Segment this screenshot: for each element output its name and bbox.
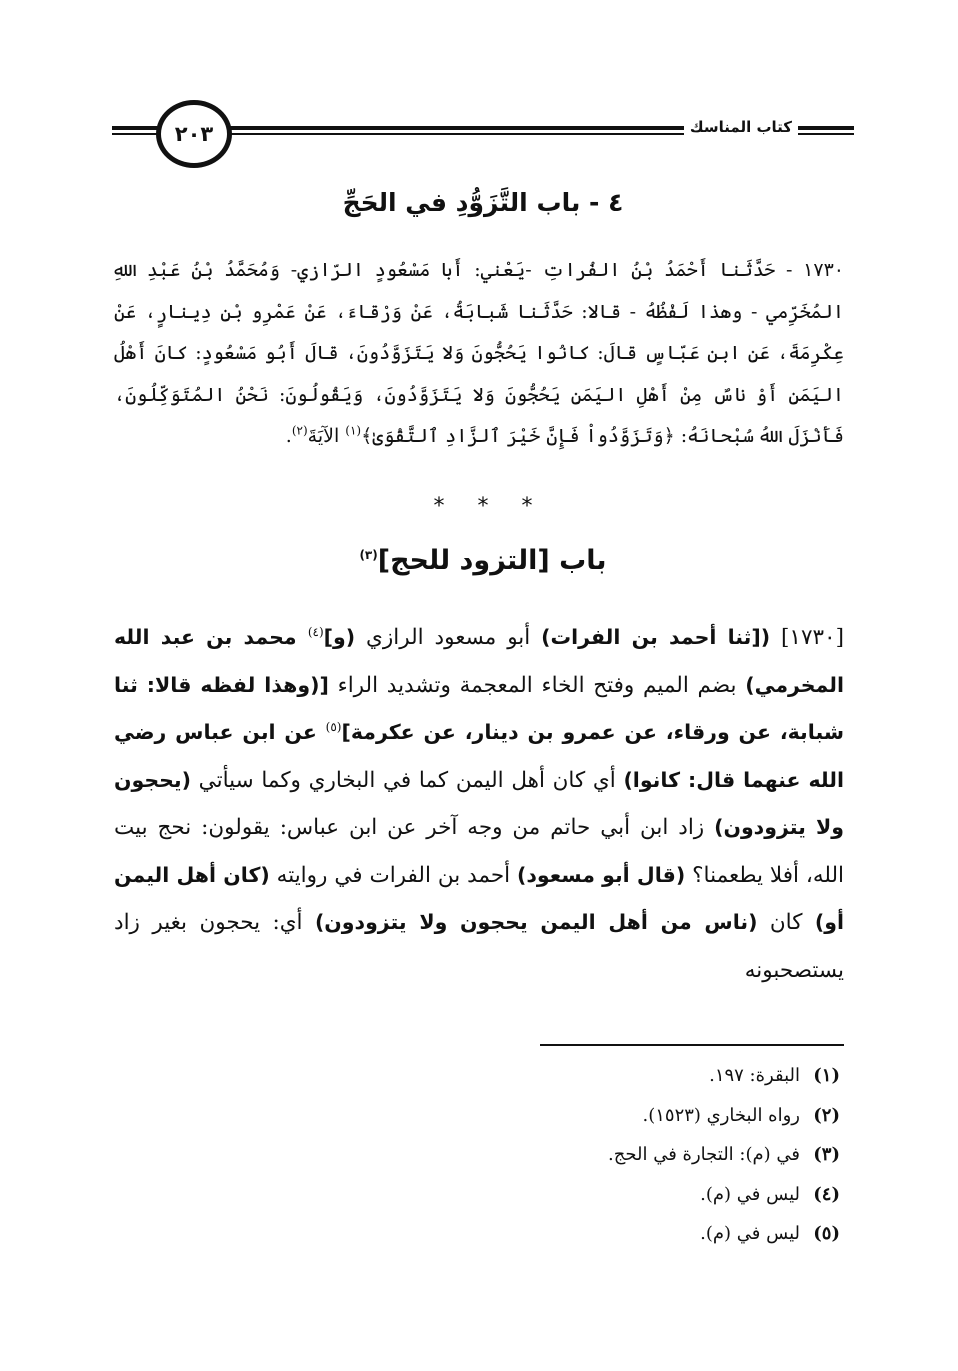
- page-header: [112, 100, 854, 164]
- footnote-number: (٢): [813, 1104, 840, 1126]
- commentary-quote-4: [(وهذا لفظه قالا: ثنا شبابة، عن ورقاء، عن عمرو بن دينار، عن عكرمة]: [114, 672, 844, 744]
- footnote-divider: [540, 1044, 844, 1046]
- footnote-text: في (م): التجارة في الحج.: [608, 1144, 800, 1165]
- footnote-item: [400, 1135, 840, 1175]
- footnote-text: رواه البخاري (١٥٢٣).: [642, 1104, 800, 1126]
- footnote-text: البقرة: ١٩٧.: [709, 1065, 800, 1086]
- commentary-plain-7: أي: يحجون بغير زاد يستصحبونه: [114, 910, 844, 983]
- footnote-ref-2: (٢): [291, 423, 308, 438]
- hadith-text-end: .: [285, 425, 292, 447]
- running-title: كتاب المناسك: [684, 118, 798, 136]
- chapter-heading: ٤ - باب التَّزَوُّدِ في الحَجِّ: [342, 188, 624, 217]
- footnote-number: (٤): [813, 1183, 840, 1205]
- hadith-text-main: ١٧٣٠ - حَدَّثَنا أَحْمَدُ بْنُ الفُراتِ -يَعْني: أَبا مَسْعُودٍ الرّازي- وَمُحَمَّدُ بْنُ عَبْدِ اللهِ المُخَرِّمي - وهذا لَفْظُهُ - قالا: حَدَّثَنا شَبابَةُ، عَنْ وَرْقاءَ، عَنْ عَمْرِو بْنِ دِينارٍ، عَنْ عِكْرِمَةَ، عَنِ ابن عَبّاسٍ قالَ: كانُوا يَحُجُّونَ وَلا يَتَزَوَّدُونَ، قالَ أَبُو مَسْعُودٍ: كانَ أَهْلُ اليَمَنِ أَوْ ناسٌ مِنْ أَهْلِ اليَمَنِ يَحُجُّونَ وَلا يَتَزَوَّدُونَ، وَيَقُولُونَ: نَحْنُ المُتَوَكِّلُونَ، فَأَنْزَلَ اللهُ سُبْحانَهُ:: [114, 259, 844, 447]
- footnote-text: ليس في (م).: [700, 1223, 800, 1244]
- section-separator: * * *: [433, 494, 533, 519]
- footnote-item: [400, 1056, 840, 1096]
- commentary-number: [١٧٣٠]: [770, 625, 844, 650]
- footnote-number: (٣): [813, 1144, 840, 1165]
- footnote-ref-4: (٤): [307, 624, 324, 639]
- commentary-plain-1: أبو مسعود الرازي: [355, 625, 542, 650]
- footnotes: [400, 1056, 840, 1254]
- commentary-quote-3: محمد بن عبد الله المخرمي): [114, 625, 844, 697]
- commentary-text: [114, 614, 844, 994]
- hadith-text-ayah: الآيَةَ: [307, 425, 346, 447]
- footnote-item: [400, 1214, 840, 1254]
- footnote-item: [400, 1096, 840, 1136]
- commentary-quote-7: (قال أبو مسعود): [517, 862, 686, 887]
- footnote-text: ليس في (م).: [700, 1183, 800, 1205]
- commentary-plain-5: أحمد بن الفرات في روايته: [269, 862, 518, 888]
- commentary-quote-2: (و]: [323, 625, 356, 649]
- commentary-quote-5: عن ابن عباس رضي الله عنهما قال: كانوا): [114, 720, 845, 792]
- footnote-number: (٥): [813, 1223, 840, 1244]
- commentary-quote-8: (كان أهل اليمن أو): [114, 862, 845, 934]
- footnote-item: [400, 1175, 840, 1215]
- quran-verse: ﴿وَتَزَوَّدُواْ فَإِنَّ خَيْرَ ٱلزَّادِ ٱلتَّقْوَىٰ﴾: [361, 425, 675, 447]
- footnote-ref-3: (٣): [359, 548, 378, 562]
- commentary-plain-2: بضم الميم وفتح الخاء المعجمة وتشديد الراء: [328, 672, 746, 698]
- footnote-ref-1: (١): [345, 423, 362, 438]
- commentary-quote-6: (يحجون ولا يتزودون): [114, 767, 844, 839]
- hadith-text: [114, 250, 844, 458]
- commentary-plain-6: كان: [757, 910, 815, 935]
- commentary-quote-9: (ناس من أهل اليمن يحجون ولا يتزودون): [314, 910, 758, 934]
- section-heading: [112, 545, 854, 576]
- section-heading-text: باب [التزود للحج]: [377, 545, 607, 576]
- commentary-plain-3: أي كان أهل اليمن كما في البخاري وكما سيأتي: [190, 767, 624, 793]
- page-number: ٢٠٣: [156, 100, 232, 168]
- commentary-quote-1: ([ثنا أحمد بن الفرات): [541, 625, 771, 649]
- footnote-ref-5: (٥): [325, 719, 342, 734]
- footnote-number: (١): [813, 1065, 840, 1086]
- commentary-plain-4: زاد ابن أبي حاتم من وجه آخر عن ابن عباس: يقولون: نحج بيت الله، أفلا يطعمنا؟: [114, 815, 845, 888]
